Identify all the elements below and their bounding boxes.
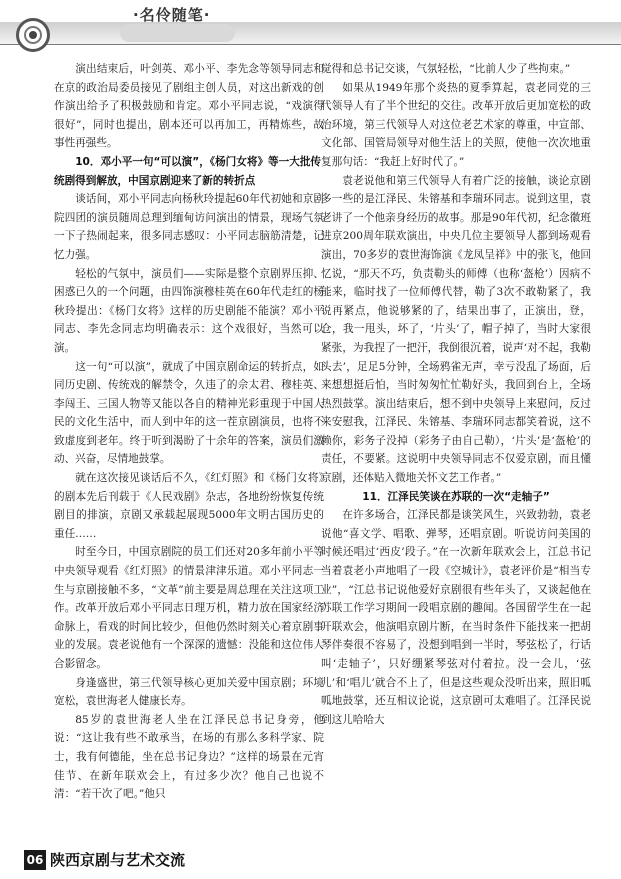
page-footer [0,848,621,879]
page-header [0,0,621,52]
section-heading: 10．邓小平一句“可以演”，《杨门女将》等一大批传统剧得到解放，中国京剧迎来了新的转折点 [54,155,322,187]
paragraph: 袁老说他和第三代领导人有着广泛的接触，谈论京剧多一些的是江泽民、朱镕基和李瑞环同志。说到这里，袁老讲了一个他亲身经历的故事。那是90年代初，纪念徽班进京200周年联欢演出，中央几位主要领导人都到场观看演出，70多岁的袁世海饰演《龙凤呈祥》中的张飞，他回忆说，“那天不巧，负责勒头的师傅（也称‘盔枪’）因病不能来，临时找了一位师傅代替，勒了3次不敢勒紧了，我说再紧点，他说够紧的了，结果出事了，正演出，登，仓，我一甩头，坏了，‘片头’了，帽子掉了，当时大家很紧张，为我捏了一把汗，我倒很沉着，说声‘对不起，我勒头去’，足足5分钟，全场鸦雀无声，幸亏没乱了场面，后来想想挺后怕，当时匆匆忙忙勒好头，我回到台上，全场热烈鼓掌。演出结束后，想不到中央领导上来慰问，反过来安慰我，江泽民、朱镕基、李瑞环同志都笑着说，这不赖你，彩务子没掉（彩务子由自己勒），‘片头’是‘盔枪’的责任，不要紧。这说明中央领导同志不仅爱京剧，而且懂京剧，还体贴入微地关怀文艺工作者。” [321,174,591,485]
paragraph: 这一句“可以演”，就成了中国京剧命运的转折点，如同历史剧、传统戏的解禁令，久违了的佘太君、穆桂英、李闯王、三国人物等又能以各自的精神光彩重现于中国人民的文化生活中，而人到中年的这一茬京剧演员，也将不致虚度到老年。终于听到渴盼了十余年的答案，演员们激动、兴奋，尽情地鼓掌。 [54,360,324,466]
paragraph: 时至今日，中国京剧院的员工们还对20多年前小平等中央领导观看《红灯照》的情景津津乐道。邓小平同志一生与京剧接触不多，“文革”前主要是周总理在关注这项工作。改革开放后邓小平同志日理万机，精力放在国家经济命脉上，看戏的时间比较少，但他仍然时刻关心着京剧事业的发展。袁老说他有一个深深的遗憾：没能和这位伟人合影留念。 [54,546,324,670]
paragraph: 85岁的袁世海老人坐在江泽民总书记身旁，他说：“这让我有些不敢承当，在场的有那么多科学家、院士，我有何德能，坐在总书记身边？”这样的场景在元宵佳节、在新年联欢会上，有过多少次？他自己也说不清：“若干次了吧。”他只 [54,713,324,801]
header-title-badge [120,24,235,42]
paragraph: 就在这次接见谈话后不久，《红灯照》和《杨门女将》的剧本先后刊载于《人民戏剧》杂志，各地纷纷恢复传统剧目的排演，京剧又承载起展现5000年文明古国历史的重任…… [54,472,324,540]
publication-name: 陕西京剧与艺术交流 [50,851,186,869]
header-rule-bottom [0,44,621,45]
section-heading: 11．江泽民笑谈在苏联的一次“走轴子” [362,490,550,503]
emblem-center [29,31,37,39]
emblem-icon [16,18,50,52]
section-title: ·名伶随笔· [133,6,211,24]
paragraph: 演出结束后，叶剑英、邓小平、李先念等领导同志和在京的政治局委员接见了剧组主创人员，对这出新戏的创作演出给予了积极鼓励和肯定。邓小平同志说，“戏演得很好”，同时也提出，剧本还可以再加工，再精炼些，故事性再强些。 [54,63,324,150]
paragraph: 在许多场合，江泽民都是谈笑风生，兴致勃勃，袁老说他“喜文学、唱歌、弹琴，还唱京剧。听说访问美国的时候还唱过‘西皮’段子。”在一次新年联欢会上，江总书记当着袁老小声地唱了一段《空城计》，袁老评价是“相当专业”，“江总书记说他爱好京剧很有些年头了，又谈起他在苏联工作学习期间一段唱京剧的趣闻。各国留学生在一起开联欢会，他演唱京剧片断，在当时条件下能找来一把胡琴伴奏很不容易了，没想到唱到一半时，琴弦松了，行话叫‘走轴子’，只好绷紧琴弦对付着拉。没一会儿，‘弦儿’和‘唱儿’就合不上了，但是这些观众没听出来，照旧呱呱地鼓掌，还互相议论说，这京剧可太难唱了。江泽民说到这儿哈哈大 [321,509,591,726]
paragraph: 如果从1949年那个炎热的夏季算起，袁老同党的三代领导人有了半个世纪的交往。改革开放后更加宽松的政治环境，第三代领导人对这位老艺术家的尊重，中宣部、文化部、国管局领导对他生活上的关照，使他一次次地重复那句话：“我赶上好时代了。” [321,81,591,168]
paragraph: 谈话间，邓小平同志向杨秋玲提起60年代初她和京剧院四团的演员随周总理到缅甸访问演出的情景，现场气氛一下子热闹起来，很多同志感叹：小平同志脑筋清楚，记忆力强。 [54,193,324,261]
paragraph: 轻松的气氛中，演员们——实际是整个京剧界压抑、困惑已久的一个问题，由四饰演穆桂英在60年代走红的杨秋玲提出：《杨门女将》这样的历史剧能不能演？邓小平同志、李先念同志均明确表示：这个戏很好，当然可以演。 [54,267,324,354]
right-column [321,60,591,842]
paragraph: 身逢盛世，第三代领导核心更加关爱中国京剧；环境宽松，袁世海老人健康长寿。 [54,676,324,708]
paragraph: 觉得和总书记交谈，气氛轻松，“比前人少了些拘束。” [321,63,571,75]
header-band [0,22,621,44]
page-number: 06 [24,850,46,870]
left-column [54,60,324,842]
